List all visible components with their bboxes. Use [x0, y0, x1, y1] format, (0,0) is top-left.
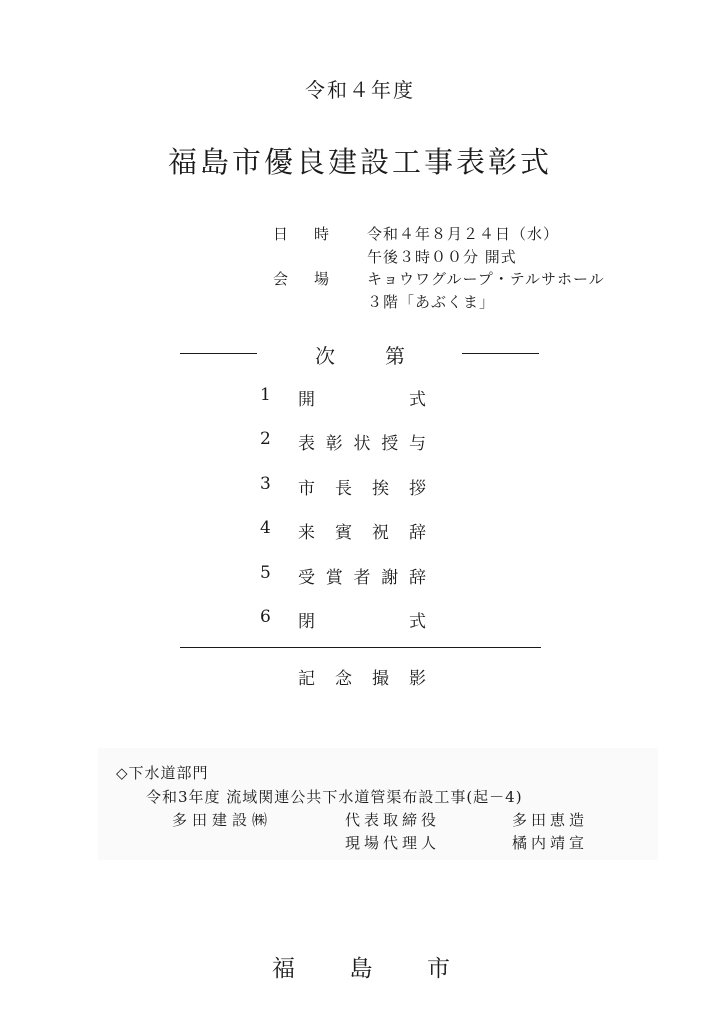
program-char: 賓	[335, 523, 352, 543]
program-char: 祝	[372, 523, 389, 543]
program-item-number: 2	[260, 429, 271, 449]
site-agent-title: 現場代理人	[345, 834, 441, 852]
issuer-city	[272, 950, 450, 983]
program-char: 長	[335, 479, 352, 499]
program-item-guest-address	[298, 518, 426, 543]
venue-label	[273, 268, 329, 289]
program-item-recipient-thanks	[298, 563, 426, 588]
program-heading	[315, 340, 405, 369]
datetime-label	[273, 223, 329, 244]
venue-label-char: 場	[313, 270, 329, 288]
program-heading-char: 次	[315, 344, 335, 368]
program-char: 謝	[381, 568, 399, 588]
program-char: 念	[335, 669, 352, 689]
program-char: 市	[298, 479, 315, 499]
issuer-char: 島	[349, 956, 373, 982]
program-char: 辞	[409, 568, 426, 588]
program-char: 状	[353, 434, 371, 454]
issuer-char: 福	[272, 956, 295, 982]
representative-title: 代表取締役	[345, 811, 441, 829]
program-char: 受	[298, 568, 315, 588]
program-heading-char: 第	[385, 344, 405, 368]
program-char: 授	[381, 434, 399, 454]
issuer-char: 市	[427, 956, 450, 982]
start-time-value: 午後３時００分 開式	[367, 248, 517, 266]
datetime-label-char: 時	[313, 225, 329, 243]
program-divider	[180, 647, 541, 648]
site-agent-name: 橘内靖宣	[512, 834, 589, 852]
program-char: 影	[409, 669, 426, 689]
program-item-number: 4	[260, 518, 271, 538]
program-char: 閉	[298, 612, 315, 632]
program-char: 記	[298, 669, 315, 689]
program-item-closing	[298, 607, 426, 632]
datetime-value: 令和４年８月２４日（水）	[367, 225, 560, 243]
program-char: 挨	[372, 479, 389, 499]
program-item-number: 3	[260, 474, 271, 494]
program-item-mayor-greeting	[298, 474, 426, 499]
representative-name: 多田恵造	[512, 811, 589, 829]
program-char: 辞	[409, 523, 426, 543]
program-char: 来	[298, 523, 315, 543]
program-char: 彰	[325, 434, 343, 454]
project-name: 令和3年度 流域関連公共下水道管渠布設工事(起－4)	[146, 788, 523, 806]
venue-label-char: 会	[273, 270, 289, 288]
program-char: 与	[409, 434, 426, 454]
program-char: 表	[298, 434, 315, 454]
company-name: 多田建設㈱	[172, 811, 273, 829]
program-item-number: 6	[260, 607, 271, 627]
program-item-number: 1	[260, 385, 271, 405]
program-item-number: 5	[260, 563, 271, 583]
program-char: 式	[409, 612, 426, 632]
program-item-award-presentation	[298, 429, 426, 454]
program-char: 者	[353, 568, 371, 588]
venue-value: キョウワグループ・テルサホール	[367, 270, 605, 288]
ceremony-title: 福島市優良建設工事表彰式	[167, 145, 552, 179]
program-char: 撮	[372, 669, 389, 689]
program-item-opening	[298, 385, 426, 410]
venue-room-value: ３階「あぶくま」	[367, 293, 496, 311]
era-heading: 令和４年度	[305, 78, 415, 102]
program-char: 開	[298, 390, 315, 410]
program-char: 賞	[325, 568, 343, 588]
commemorative-photo	[298, 664, 426, 689]
division-heading: ◇下水道部門	[116, 764, 209, 782]
heading-rule-right	[462, 353, 539, 354]
program-char: 拶	[409, 479, 426, 499]
datetime-label-char: 日	[273, 225, 289, 243]
heading-rule-left	[180, 353, 257, 354]
program-char: 式	[409, 390, 426, 410]
